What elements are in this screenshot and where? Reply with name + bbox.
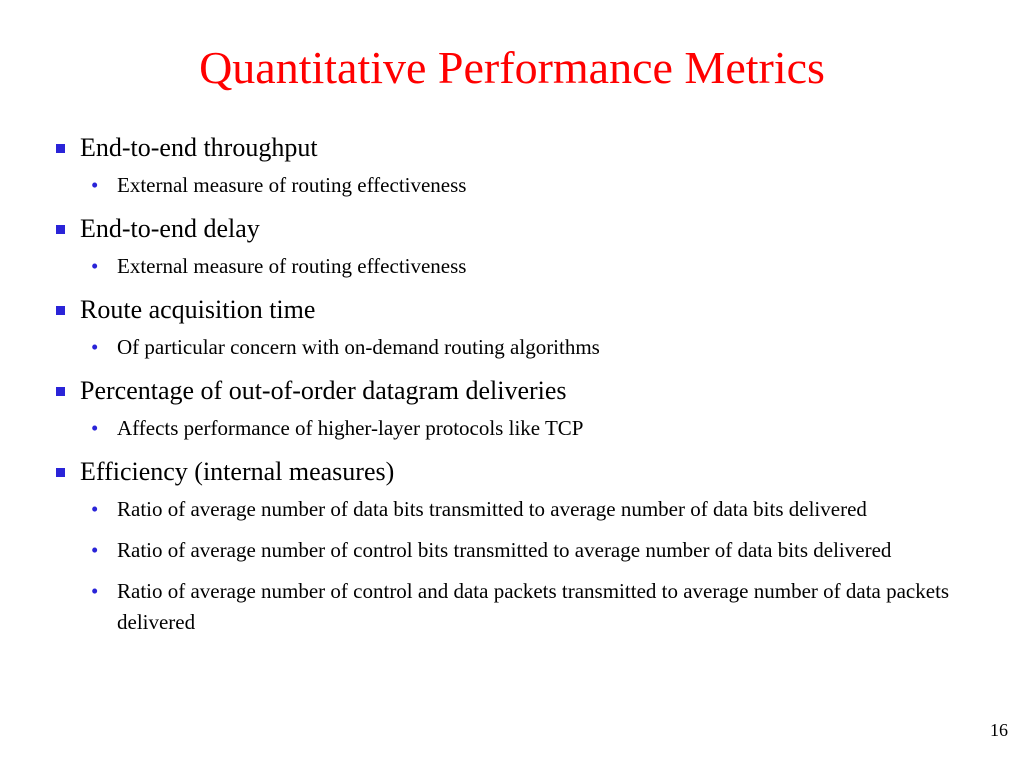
bullet-item	[52, 292, 982, 328]
square-bullet-icon	[56, 144, 65, 153]
bullet-text: End-to-end throughput	[80, 133, 318, 162]
square-bullet-icon	[56, 306, 65, 315]
bullet-item	[52, 373, 982, 409]
bullet-list	[52, 130, 982, 648]
page-number: 16	[990, 720, 1008, 740]
sub-bullet-item	[52, 332, 977, 363]
sub-bullet-item	[52, 535, 977, 566]
sub-bullet-text: Affects performance of higher-layer protocols like TCP	[117, 416, 584, 440]
bullet-text: Route acquisition time	[80, 295, 316, 324]
bullet-text: Efficiency (internal measures)	[80, 457, 395, 486]
sub-bullet-text: External measure of routing effectiveness	[117, 254, 467, 278]
bullet-group	[52, 211, 982, 282]
dot-bullet-icon: •	[91, 579, 99, 603]
sub-bullet-item	[52, 251, 977, 282]
bullet-item	[52, 130, 982, 166]
sub-bullet-list	[52, 251, 982, 282]
sub-bullet-text: Ratio of average number of control bits transmitted to average number of data bits delivered	[117, 538, 892, 562]
square-bullet-icon	[56, 387, 65, 396]
sub-bullet-list	[52, 170, 982, 201]
sub-bullet-text: Of particular concern with on-demand routing algorithms	[117, 335, 600, 359]
dot-bullet-icon: •	[91, 497, 99, 521]
sub-bullet-list	[52, 413, 982, 444]
bullet-text: End-to-end delay	[80, 214, 260, 243]
sub-bullet-text: Ratio of average number of control and data packets transmitted to average number of data packets delivered	[117, 579, 950, 634]
sub-bullet-item	[52, 413, 977, 444]
sub-bullet-text: Ratio of average number of data bits transmitted to average number of data bits delivered	[117, 497, 867, 521]
square-bullet-icon	[56, 225, 65, 234]
bullet-text: Percentage of out-of-order datagram deliveries	[80, 376, 567, 405]
sub-bullet-text: External measure of routing effectiveness	[117, 173, 467, 197]
bullet-group	[52, 292, 982, 363]
dot-bullet-icon: •	[91, 173, 99, 197]
bullet-item	[52, 211, 982, 247]
bullet-group	[52, 454, 982, 638]
sub-bullet-item	[52, 576, 977, 638]
sub-bullet-item	[52, 494, 977, 525]
dot-bullet-icon: •	[91, 416, 99, 440]
sub-bullet-list	[52, 332, 982, 363]
sub-bullet-list	[52, 494, 982, 638]
bullet-item	[52, 454, 982, 490]
dot-bullet-icon: •	[91, 254, 99, 278]
slide-title: Quantitative Performance Metrics	[199, 42, 825, 93]
bullet-group	[52, 130, 982, 201]
dot-bullet-icon: •	[91, 335, 99, 359]
sub-bullet-item	[52, 170, 977, 201]
dot-bullet-icon: •	[91, 538, 99, 562]
bullet-group	[52, 373, 982, 444]
square-bullet-icon	[56, 468, 65, 477]
